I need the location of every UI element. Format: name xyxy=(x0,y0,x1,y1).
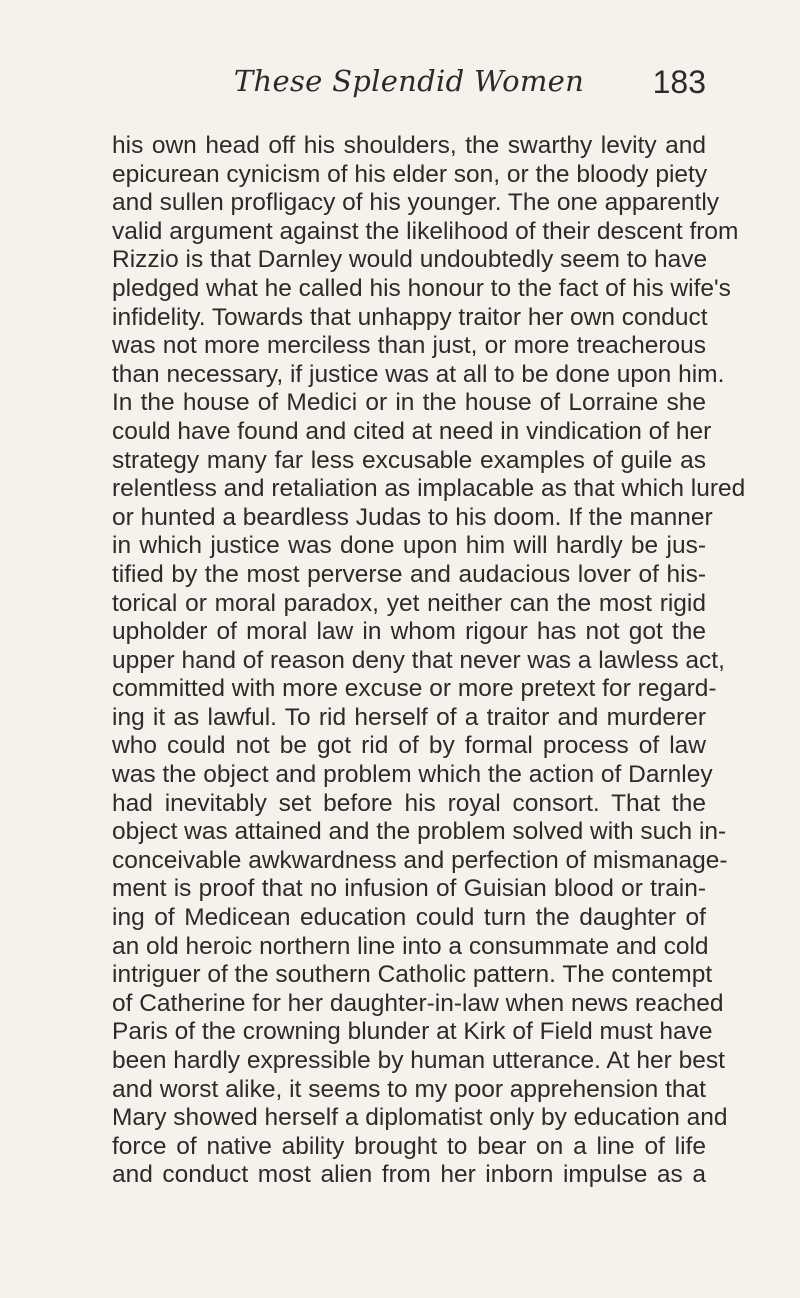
text-line: an old heroic northern line into a consummate and cold xyxy=(112,932,709,960)
text-line: had inevitably set before his royal consort. That the xyxy=(112,789,706,817)
text-line: infidelity. Towards that unhappy traitor her own conduct xyxy=(112,303,708,331)
text-line: relentless and retaliation as implacable as that which lured xyxy=(112,475,746,503)
text-line: pledged what he called his honour to the fact of his wife's xyxy=(112,274,731,302)
text-line: intriguer of the southern Catholic pattern. The contempt xyxy=(112,961,713,989)
text-line: upper hand of reason deny that never was a lawless act, xyxy=(112,646,725,674)
text-line: or hunted a beardless Judas to his doom. If the manner xyxy=(112,503,713,531)
text-line: and conduct most alien from her inborn impulse as a xyxy=(112,1161,706,1189)
text-line: tified by the most perverse and audacious lover of his- xyxy=(112,560,706,588)
text-line: committed with more excuse or more pretext for regard- xyxy=(112,675,717,703)
text-line: conceivable awkwardness and perfection of mismanage- xyxy=(112,846,728,874)
text-line: his own head off his shoulders, the swarthy levity and xyxy=(112,132,706,159)
text-line: epicurean cynicism of his elder son, or the bloody piety xyxy=(112,160,708,188)
text-line: Paris of the crowning blunder at Kirk of Field must have xyxy=(112,1018,713,1046)
text-line: Mary showed herself a diplomatist only by education and xyxy=(112,1104,728,1132)
text-line: torical or moral paradox, yet neither can the most rigid xyxy=(112,589,706,617)
text-line: object was attained and the problem solved with such in- xyxy=(112,818,727,846)
text-line: who could not be got rid of by formal process of law xyxy=(112,732,706,760)
body-text xyxy=(112,132,746,1190)
text-line: upholder of moral law in whom rigour has not got the xyxy=(112,618,706,646)
text-line: Rizzio is that Darnley would undoubtedly seem to have xyxy=(112,246,708,274)
text-line: force of native ability brought to bear on a line of life xyxy=(112,1132,706,1160)
running-title: These Splendid Women xyxy=(233,64,585,98)
text-line: than necessary, if justice was at all to be done upon him. xyxy=(112,360,725,388)
text-line: in which justice was done upon him will hardly be jus- xyxy=(112,532,706,560)
text-line: ing it as lawful. To rid herself of a traitor and murderer xyxy=(112,703,706,731)
text-line: In the house of Medici or in the house of Lorraine she xyxy=(112,389,706,417)
text-line: and worst alike, it seems to my poor apprehension that xyxy=(112,1075,706,1103)
text-line: ment is proof that no infusion of Guisian blood or train- xyxy=(112,875,706,903)
running-head xyxy=(112,60,706,108)
page-number: 183 xyxy=(652,64,706,100)
text-line: was the object and problem which the action of Darnley xyxy=(112,761,713,789)
text-line: valid argument against the likelihood of their descent from xyxy=(112,217,739,245)
text-line: and sullen profligacy of his younger. The one apparently xyxy=(112,189,720,217)
text-line: strategy many far less excusable examples of guile as xyxy=(112,446,706,474)
text-line: ing of Medicean education could turn the daughter of xyxy=(112,904,706,932)
text-line: could have found and cited at need in vindication of her xyxy=(112,417,712,445)
text-line: was not more merciless than just, or more treacherous xyxy=(112,332,706,360)
text-line: been hardly expressible by human utterance. At her best xyxy=(112,1047,725,1074)
text-line: of Catherine for her daughter-in-law when news reached xyxy=(112,989,724,1017)
